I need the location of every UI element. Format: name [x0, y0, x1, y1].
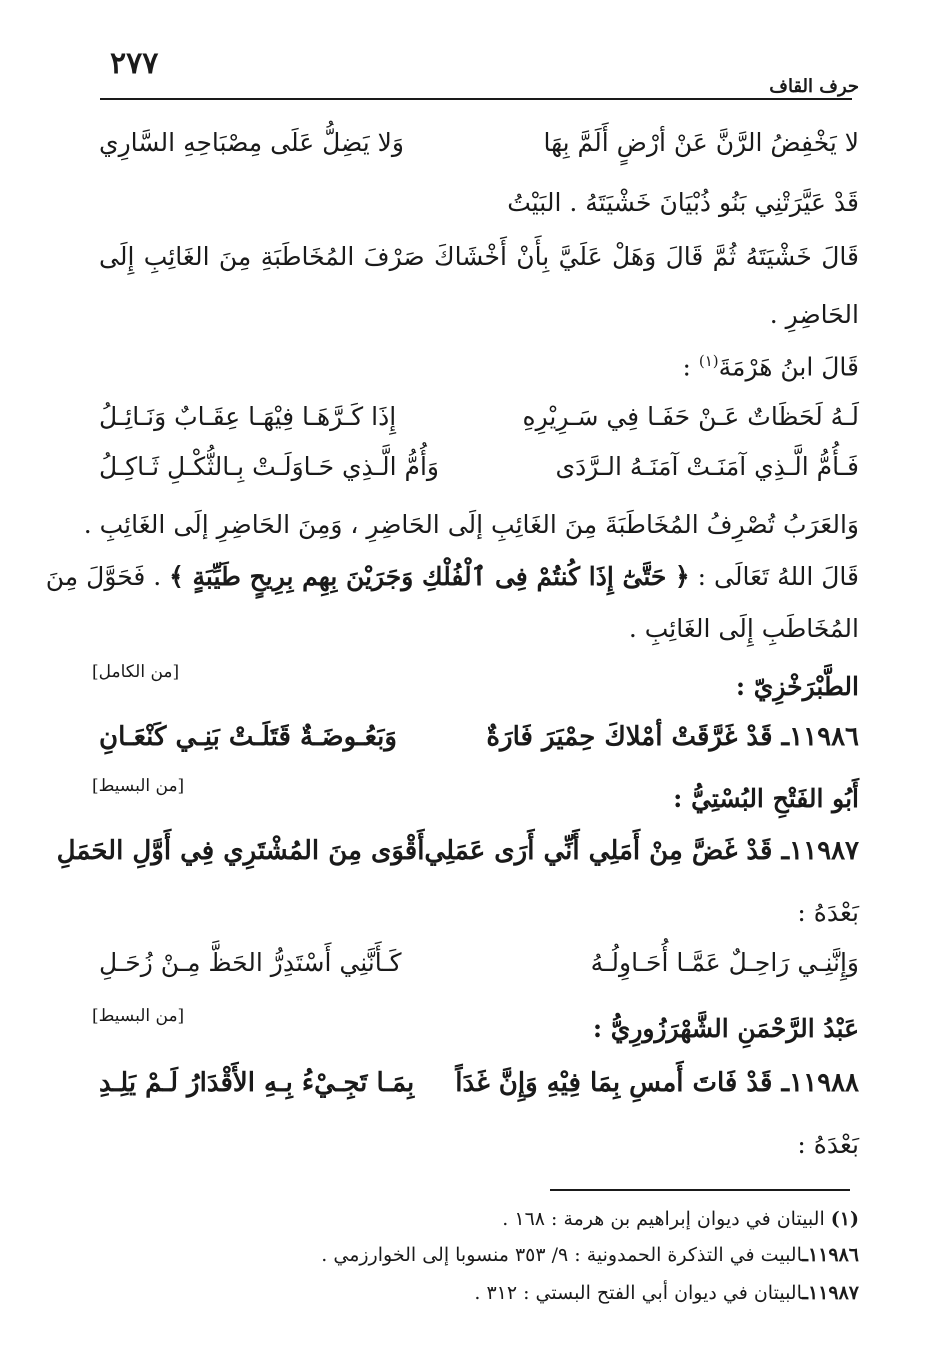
prose-line: وَالعَرَبُ تُصْرِفُ المُخَاطَبَةَ مِنَ الغَائِبِ إلَى الحَاضِرِ ، وَمِنَ الحَاضِرِ إلَى الغَائِبِ . — [83, 510, 859, 539]
prose-line — [45, 562, 859, 591]
hemistich-second: إِذَا كَـرَّهَـا فِيْهَـا عِقَـابٌ وَنَـائِـلُ — [99, 402, 397, 431]
footnote-marker: (١) — [698, 352, 719, 370]
prose-line: بَعْدَهُ : — [797, 1130, 859, 1159]
prose-line: المُخَاطَبِ إِلَى الغَائِبِ . — [628, 614, 859, 643]
meter-label: [من البسيط] — [92, 776, 185, 796]
prose-line: قَالَ خَشْيَتَهُ ثُمَّ قَالَ وَهَلْ عَلَيَّ بِأَنْ أَخْشَاكَ صَرْفَ المُخَاطَبَةِ مِنَ الغَائِبِ إِلَى — [99, 242, 859, 271]
quran-after: . فَحَوَّلَ مِنَ — [45, 562, 170, 591]
numbered-verse — [99, 1068, 859, 1098]
numbered-verse — [99, 722, 859, 752]
poet-intro: قَالَ ابنُ هَرْمَةَ — [718, 352, 859, 382]
quran-ayah: ﴿ حَتَّىٰٓ إِذَا كُنتُمْ فِى ٱلْفُلْكِ وَجَرَيْنَ بِهِم بِرِيحٍ طَيِّبَةٍ ﴾ — [169, 562, 690, 591]
prose-line — [99, 352, 859, 381]
hemistich-second: بِمَـا تَجِـيْءُ بِـهِ الأَقْدَارُ لَـمْ يَلِـدِ — [99, 1068, 415, 1098]
colon: : — [682, 352, 699, 382]
hemistich-second: كَـأَنَّنِي أَسْتَدِرُّ الحَظَّ مِـنْ زُحَـلِ — [99, 948, 402, 977]
footnote — [502, 1208, 859, 1230]
prose-line: الحَاضِرِ . — [769, 300, 859, 329]
footnote-number: (١) — [830, 1208, 859, 1230]
footnote-number: ١١٩٨٧ـ — [802, 1282, 859, 1304]
footnote-text: البيت في التذكرة الحمدونية : ٩/ ٣٥٣ منسوبا إلى الخوارزمي . — [321, 1244, 803, 1266]
hemistich-second: وَلا يَضِلُّ عَلَى مِصْبَاحِهِ السَّارِي — [99, 128, 404, 157]
quran-intro: قَالَ اللهُ تَعَالَى : — [689, 562, 859, 591]
prose-line: بَعْدَهُ : — [797, 898, 859, 927]
poet-name: أَبُو الفَتْحِ البُسْتِيُّ : — [673, 784, 859, 813]
poet-name: الطَّبْرَخْزِيّ : — [735, 672, 859, 701]
footnote — [474, 1282, 859, 1304]
hemistich-second: أَقْوَى مِنَ المُشْتَرِي فِي أَوَّلِ الحَمَلِ — [56, 836, 425, 866]
footnote-text: البيتان في ديوان إبراهيم بن هرمة : ١٦٨ . — [502, 1208, 831, 1230]
hemistich-first: لا يَخْفِضُ الرَّنَّ عَنْ أرْضٍ أَلَمَّ بِهَا — [543, 128, 859, 157]
hemistich-first: وَإِنَّنِـي رَاحِـلٌ عَمَّـا أُحَـاوِلُـهُ — [590, 948, 859, 977]
footnote-text: البيتان في ديوان أبي الفتح البستي : ٣١٢ . — [474, 1282, 803, 1304]
page-number: ٢٧٧ — [110, 46, 159, 81]
hemistich-first: ١١٩٨٦ـ قَدْ غَرَّقَتْ أمْلاكَ حِمْيَرَ فَارَةٌ — [486, 722, 859, 752]
hemistich-first: ١١٩٨٧ـ قَدْ غَضَّ مِنْ أَمَلِي أَنِّي أَرَى عَمَلِي — [424, 836, 859, 866]
hemistich-second: وَأُمُّ الَّـذِي حَـاوَلَـتْ بِـالثُّكْـلِ ثَـاكِـلُ — [99, 452, 440, 481]
header-rule — [100, 98, 852, 100]
poet-name: عَبْدُ الرَّحْمَنِ الشَّهْرَزُورِيُّ : — [592, 1014, 859, 1043]
meter-label: [من البسيط] — [92, 1006, 185, 1026]
hemistich-second: وَبَعُـوضَـةٌ قَتَلَـتْ بَنِـي كَنْعَـانِ — [99, 722, 397, 752]
meter-label: [من الكامل] — [92, 662, 180, 682]
hemistich-first: ١١٩٨٨ـ قَدْ فَاتَ أَمسِ بِمَا فِيْهِ وَإِنَّ غَدَاً — [455, 1068, 859, 1098]
footnote-number: ١١٩٨٦ـ — [802, 1244, 859, 1266]
numbered-verse — [56, 836, 859, 866]
hemistich-first: فَـأُمُّ الَّـذِي آمَنَـتْ آمَنَـهُ الـرَّدَى — [555, 452, 859, 481]
running-title: حرف القاف — [769, 76, 859, 97]
verse-line — [99, 402, 859, 431]
verse-line — [99, 452, 859, 481]
footnote — [321, 1244, 859, 1266]
footnote-rule — [550, 1189, 850, 1191]
verse-line — [99, 128, 859, 157]
prose-line: قَدْ عَيَّرَتْنِي بَنُو ذُبْيَانَ خَشْيَتَهُ . البَيْتُ — [507, 188, 859, 217]
hemistich-first: لَـهُ لَحَظَاتٌ عَـنْ حَفَـا فِي سَـرِيْرِهِ — [522, 402, 859, 431]
verse-line — [99, 948, 859, 977]
